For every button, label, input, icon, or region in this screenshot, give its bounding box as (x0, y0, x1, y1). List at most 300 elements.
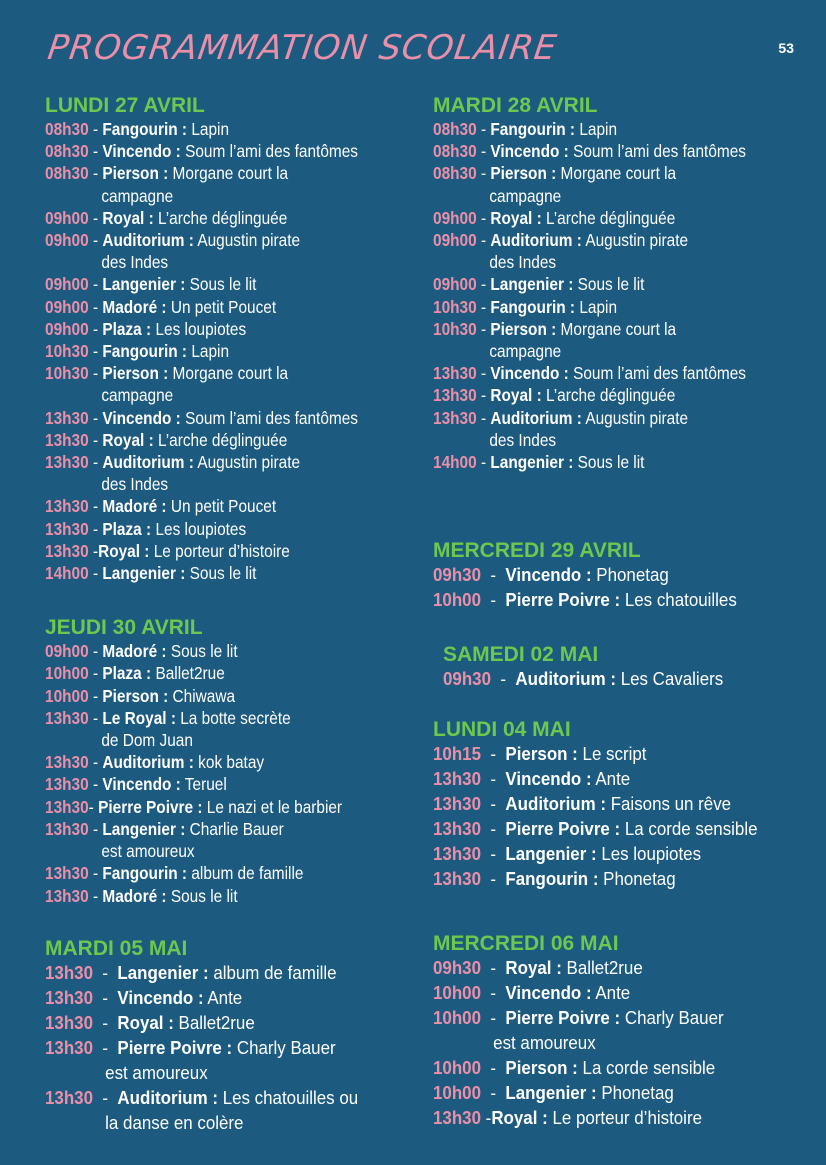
entry-title: Charlie Bauer (185, 818, 284, 839)
entry-separator: - (88, 363, 103, 384)
entry-title: Soum l’ami des fantômes (568, 141, 746, 162)
entry-title: La corde sensible (577, 1058, 716, 1079)
entry-separator: - (480, 1108, 492, 1129)
entry-time: 09h00 (433, 207, 477, 228)
entry-title: Soum l’ami des fantômes (180, 141, 358, 162)
entry-separator: - (480, 869, 506, 890)
entry-title: L’arche déglinguée (153, 207, 288, 228)
entry-time: 13h30 (45, 452, 89, 473)
entry-venue: Langenier : (117, 962, 209, 983)
entry-title: Ballet2rue (173, 1012, 255, 1033)
entry-venue: Langenier : (505, 1083, 597, 1104)
entry-time: 08h30 (433, 141, 477, 162)
entry-title-continued: est amoureux (493, 1033, 596, 1054)
day-section (433, 94, 818, 473)
entry-separator: - (476, 274, 491, 295)
entry-separator: - (476, 230, 491, 251)
entry-venue: Madoré : (102, 885, 167, 906)
entry-separator: - (480, 844, 506, 865)
entry-time: 13h30 (45, 818, 89, 839)
entry-time: 13h30 (45, 1087, 93, 1108)
entry-title: Teruel (180, 774, 227, 795)
schedule-entry (433, 229, 772, 273)
entry-title: Les Cavaliers (615, 669, 724, 690)
schedule-entry (433, 318, 772, 362)
page-title: PROGRAMMATION SCOLAIRE (45, 28, 560, 68)
entry-time: 09h00 (45, 318, 89, 339)
schedule-entry (443, 667, 796, 692)
entry-separator: - (88, 540, 99, 561)
schedule-entry (45, 662, 384, 684)
entry-title: Faisons un rêve (605, 794, 732, 815)
entry-title: Les loupiotes (596, 844, 702, 865)
entry-separator: - (88, 863, 103, 884)
entry-separator: - (480, 565, 506, 586)
entry-venue: Royal : (505, 958, 562, 979)
entry-venue: Pierre Poivre : (117, 1037, 233, 1058)
entry-venue: Vincendo : (102, 407, 181, 428)
entry-time: 10h00 (433, 1083, 481, 1104)
entry-venue: Langenier : (505, 844, 597, 865)
entry-venue: Royal : (490, 385, 542, 406)
entry-separator: - (480, 590, 506, 611)
schedule-entry (45, 773, 384, 795)
entry-title: album de famille (208, 962, 337, 983)
entry-separator: - (476, 318, 491, 339)
entry-time: 10h30 (45, 363, 89, 384)
schedule-entry (433, 296, 772, 318)
entry-separator: - (88, 274, 103, 295)
schedule-entry (45, 273, 384, 295)
entry-time: 09h00 (45, 641, 89, 662)
schedule-entry (45, 1086, 407, 1136)
schedule-entry (433, 1106, 795, 1131)
entry-title: Soum l’ami des fantômes (568, 363, 746, 384)
schedule-entry (433, 742, 795, 767)
entry-venue: Vincendo : (117, 987, 204, 1008)
entry-separator: - (88, 818, 103, 839)
entry-time: 13h30 (433, 769, 481, 790)
entry-title: Ante (591, 769, 631, 790)
entry-separator: - (490, 669, 516, 690)
schedule-entry (45, 296, 384, 318)
entry-venue: Madoré : (102, 641, 167, 662)
schedule-entry (45, 707, 384, 751)
entry-venue: Fangourin : (505, 869, 599, 890)
entry-venue: Pierre Poivre : (505, 590, 621, 611)
entry-time: 09h00 (433, 274, 477, 295)
schedule-entry (433, 451, 772, 473)
entry-separator: - (88, 296, 103, 317)
entry-title: Phonetag (591, 565, 669, 586)
entry-separator: - (476, 296, 491, 317)
entry-time: 10h00 (45, 685, 89, 706)
entry-separator: - (88, 518, 103, 539)
entry-title: Phonetag (598, 869, 676, 890)
entry-separator: - (92, 1037, 118, 1058)
entry-separator: - (480, 1083, 506, 1104)
entry-venue: Royal : (117, 1012, 174, 1033)
entry-time: 09h30 (433, 958, 481, 979)
entry-separator: - (480, 983, 506, 1004)
schedule-entry (45, 685, 384, 707)
entry-time: 09h30 (433, 565, 481, 586)
day-heading: LUNDI 27 AVRIL (45, 94, 205, 117)
entry-title: L’arche déglinguée (541, 207, 676, 228)
entry-separator: - (88, 119, 103, 139)
schedule-entry (45, 1011, 407, 1036)
entry-separator: - (88, 663, 103, 684)
day-section (45, 616, 430, 906)
entry-title: La corde sensible (620, 819, 758, 840)
schedule-entry (433, 140, 772, 162)
schedule-entry (45, 340, 384, 362)
entry-separator: - (92, 1012, 118, 1033)
entry-title: Morgane court la (168, 163, 289, 184)
entry-separator: - (88, 207, 103, 228)
schedule-entry (45, 986, 407, 1011)
entry-title: Morgane court la (556, 163, 677, 184)
entry-venue: Madoré : (102, 496, 167, 517)
entry-venue: Auditorium : (102, 752, 194, 773)
entry-title: Le nazi et le barbier (202, 796, 343, 817)
entry-time: 14h00 (433, 452, 477, 473)
entry-separator: - (480, 1058, 506, 1079)
entry-venue: Royal : (102, 429, 154, 450)
schedule-entry (433, 407, 772, 451)
entry-venue: Vincendo : (490, 363, 569, 384)
entry-time: 09h30 (443, 669, 491, 690)
entry-venue: Fangourin : (490, 119, 576, 139)
day-heading: LUNDI 04 MAI (433, 718, 571, 742)
entry-title: Sous le lit (573, 452, 645, 473)
entry-title: Phonetag (596, 1083, 674, 1104)
entry-venue: Auditorium : (102, 230, 194, 251)
entry-title-continued: est amoureux (101, 841, 195, 862)
entry-time: 13h30 (45, 496, 89, 517)
entry-separator: - (92, 1087, 118, 1108)
entry-title: Ante (203, 987, 243, 1008)
entry-venue: Vincendo : (490, 141, 569, 162)
entry-title: Le porteur d’histoire (149, 540, 290, 561)
entry-venue: Madoré : (102, 296, 167, 317)
entry-time: 13h30 (433, 1108, 481, 1129)
schedule-entry (45, 562, 384, 584)
entry-title-continued: campagne (489, 185, 562, 206)
entry-title-continued: campagne (101, 185, 174, 206)
schedule-entry (45, 818, 384, 862)
entry-time: 13h30 (433, 363, 477, 384)
entry-venue: Pierson : (102, 163, 169, 184)
entry-separator: - (88, 796, 99, 817)
schedule-entry (433, 767, 795, 792)
entry-time: 13h30 (45, 518, 89, 539)
entry-venue: Pierson : (490, 163, 557, 184)
schedule-entry (433, 792, 795, 817)
entry-title: kok batay (193, 752, 265, 773)
entry-time: 13h30 (45, 407, 89, 428)
entry-time: 10h00 (433, 1058, 481, 1079)
entry-separator: - (88, 774, 103, 795)
entry-time: 09h00 (45, 296, 89, 317)
entry-title: Ante (591, 983, 631, 1004)
entry-separator: - (88, 752, 103, 773)
entry-title: Sous le lit (185, 563, 257, 584)
entry-venue: Langenier : (102, 274, 186, 295)
schedule-entry (433, 842, 795, 867)
entry-time: 13h30 (45, 752, 89, 773)
page-number: 53 (778, 40, 794, 56)
entry-venue: Auditorium : (515, 669, 616, 690)
entry-time: 10h30 (433, 296, 477, 317)
schedule-entry (45, 495, 384, 517)
entry-time: 10h00 (433, 590, 481, 611)
entry-venue: Langenier : (490, 452, 574, 473)
entry-time: 13h30 (433, 844, 481, 865)
entry-time: 10h30 (45, 341, 89, 362)
entry-separator: - (88, 707, 103, 728)
schedule-entry (45, 961, 407, 986)
entry-title: Un petit Poucet (166, 496, 277, 517)
entry-title-continued: de Dom Juan (101, 730, 193, 751)
entry-title: La botte secrète (175, 707, 291, 728)
entry-separator: - (88, 641, 103, 662)
schedule-entry (433, 362, 772, 384)
entry-time: 08h30 (45, 119, 89, 139)
entry-title: L’arche déglinguée (153, 429, 288, 450)
entry-venue: Plaza : (102, 318, 152, 339)
entry-title-continued: est amoureux (105, 1062, 208, 1083)
entry-title: Morgane court la (168, 363, 289, 384)
entry-time: 13h30 (45, 863, 89, 884)
entry-title: Lapin (187, 341, 230, 362)
entry-venue: Pierson : (102, 363, 169, 384)
entry-separator: - (476, 141, 491, 162)
entry-venue: Le Royal : (102, 707, 176, 728)
schedule-entry (45, 751, 384, 773)
entry-separator: - (480, 958, 506, 979)
entry-venue: Fangourin : (102, 863, 188, 884)
schedule-entry (433, 981, 795, 1006)
entry-title: Ballet2rue (561, 958, 643, 979)
schedule-entry (45, 1036, 407, 1086)
entry-title: Sous le lit (573, 274, 645, 295)
entry-time: 08h30 (45, 163, 89, 184)
day-section (45, 937, 430, 1136)
schedule-entry (433, 956, 795, 981)
entry-separator: - (88, 563, 103, 584)
entry-time: 13h30 (433, 385, 477, 406)
entry-time: 13h30 (45, 429, 89, 450)
entry-separator: - (88, 163, 103, 184)
day-section (433, 539, 818, 613)
schedule-entry (433, 867, 795, 892)
entry-venue: Pierson : (102, 685, 169, 706)
entry-title: Sous le lit (185, 274, 257, 295)
day-heading: MERCREDI 29 AVRIL (433, 539, 641, 563)
schedule-entry (433, 1056, 795, 1081)
entry-title-continued: des Indes (101, 474, 169, 495)
entry-separator: - (480, 769, 506, 790)
entry-time: 09h00 (45, 207, 89, 228)
schedule-entry (45, 518, 384, 540)
schedule-entry (433, 384, 772, 406)
schedule-entry (45, 162, 384, 206)
entry-title-continued: campagne (101, 385, 174, 406)
entry-venue: Fangourin : (102, 119, 188, 139)
entry-title: L’arche déglinguée (541, 385, 676, 406)
entry-time: 08h30 (433, 119, 477, 139)
entry-venue: Plaza : (102, 663, 152, 684)
entry-separator: - (476, 207, 491, 228)
entry-title-continued: la danse en colère (105, 1112, 244, 1133)
entry-venue: Plaza : (102, 518, 152, 539)
entry-time: 13h30 (433, 869, 481, 890)
entry-time: 13h30 (45, 707, 89, 728)
entry-separator: - (92, 987, 118, 1008)
entry-separator: - (88, 429, 103, 450)
entry-venue: Vincendo : (102, 774, 181, 795)
entry-title-continued: des Indes (489, 429, 557, 450)
entry-separator: - (476, 163, 491, 184)
entry-venue: Royal : (491, 1108, 548, 1129)
entry-venue: Auditorium : (102, 452, 194, 473)
entry-time: 14h00 (45, 563, 89, 584)
entry-title: Augustin pirate (581, 230, 689, 251)
entry-separator: - (476, 385, 491, 406)
entry-time: 13h30 (45, 885, 89, 906)
entry-venue: Pierre Poivre : (98, 796, 203, 817)
schedule-entry (45, 140, 384, 162)
entry-title: Lapin (187, 119, 230, 139)
day-section (433, 643, 818, 692)
schedule-entry (433, 1081, 795, 1106)
entry-time: 09h00 (45, 274, 89, 295)
schedule-entry (45, 318, 384, 340)
entry-title: Soum l’ami des fantômes (180, 407, 358, 428)
entry-time: 10h15 (433, 744, 481, 765)
schedule-entry (433, 207, 772, 229)
entry-time: 08h30 (433, 163, 477, 184)
entry-title: Les chatouilles ou (217, 1087, 359, 1108)
entry-separator: - (88, 496, 103, 517)
schedule-entry (45, 885, 384, 907)
schedule-entry (433, 817, 795, 842)
entry-separator: - (476, 452, 491, 473)
entry-venue: Langenier : (102, 563, 186, 584)
schedule-entry (45, 362, 384, 406)
entry-time: 13h30 (45, 962, 93, 983)
entry-time: 13h30 (45, 796, 89, 817)
schedule-entry (45, 229, 384, 273)
entry-title-continued: des Indes (101, 252, 169, 273)
entry-title: Augustin pirate (193, 452, 301, 473)
schedule-entry (433, 118, 772, 140)
day-section (45, 94, 430, 584)
entry-venue: Vincendo : (505, 769, 592, 790)
entry-venue: Vincendo : (102, 141, 181, 162)
entry-venue: Pierson : (505, 744, 578, 765)
day-section (433, 932, 818, 1131)
schedule-entry (433, 1006, 795, 1056)
entry-title-continued: des Indes (489, 252, 557, 273)
entry-time: 08h30 (45, 141, 89, 162)
entry-title: Sous le lit (166, 641, 238, 662)
entry-title: Lapin (575, 296, 618, 317)
entry-time: 09h00 (433, 230, 477, 251)
schedule-entry (45, 429, 384, 451)
entry-separator: - (88, 685, 103, 706)
entry-separator: - (480, 819, 506, 840)
entry-venue: Pierre Poivre : (505, 1008, 621, 1029)
entry-title: Le script (577, 744, 647, 765)
entry-title: Charly Bauer (620, 1008, 724, 1029)
schedule-entry (433, 162, 772, 206)
entry-time: 09h00 (45, 230, 89, 251)
entry-time: 13h30 (433, 794, 481, 815)
entry-title: Augustin pirate (581, 407, 689, 428)
entry-venue: Royal : (98, 540, 150, 561)
schedule-entry (45, 407, 384, 429)
schedule-entry (45, 640, 384, 662)
entry-separator: - (88, 230, 103, 251)
entry-venue: Auditorium : (505, 794, 606, 815)
entry-time: 13h30 (45, 1012, 93, 1033)
schedule-entry (45, 207, 384, 229)
entry-separator: - (480, 1008, 506, 1029)
entry-time: 13h30 (45, 1037, 93, 1058)
entry-time: 13h30 (433, 819, 481, 840)
schedule-entry (433, 563, 795, 588)
entry-title: Augustin pirate (193, 230, 301, 251)
entry-title: album de famille (187, 863, 304, 884)
entry-time: 13h30 (433, 407, 477, 428)
entry-venue: Auditorium : (117, 1087, 218, 1108)
schedule-entry (433, 273, 772, 295)
schedule-entry (45, 540, 384, 562)
schedule-entry (45, 451, 384, 495)
entry-time: 13h30 (45, 774, 89, 795)
entry-venue: Pierson : (490, 318, 557, 339)
day-heading: SAMEDI 02 MAI (443, 643, 599, 667)
entry-separator: - (88, 318, 103, 339)
entry-separator: - (88, 141, 103, 162)
entry-separator: - (88, 885, 103, 906)
entry-separator: - (476, 363, 491, 384)
entry-venue: Royal : (102, 207, 154, 228)
entry-title: Chiwawa (168, 685, 236, 706)
day-heading: MERCREDI 06 MAI (433, 932, 619, 956)
day-heading: MARDI 28 AVRIL (433, 94, 598, 117)
entry-time: 13h30 (45, 540, 89, 561)
entry-title: Un petit Poucet (166, 296, 277, 317)
entry-separator: - (92, 962, 118, 983)
right-column (433, 94, 818, 1131)
entry-title: Charly Bauer (232, 1037, 336, 1058)
entry-venue: Fangourin : (102, 341, 188, 362)
schedule-entry (433, 588, 795, 613)
entry-separator: - (88, 341, 103, 362)
entry-separator: - (88, 407, 103, 428)
entry-venue: Vincendo : (505, 983, 592, 1004)
entry-title: Les chatouilles (620, 590, 737, 611)
entry-time: 10h00 (433, 983, 481, 1004)
left-column (45, 94, 430, 1136)
entry-title: Lapin (575, 119, 618, 139)
schedule-entry (45, 862, 384, 884)
entry-venue: Auditorium : (490, 230, 582, 251)
entry-title: Le porteur d’histoire (547, 1108, 702, 1129)
